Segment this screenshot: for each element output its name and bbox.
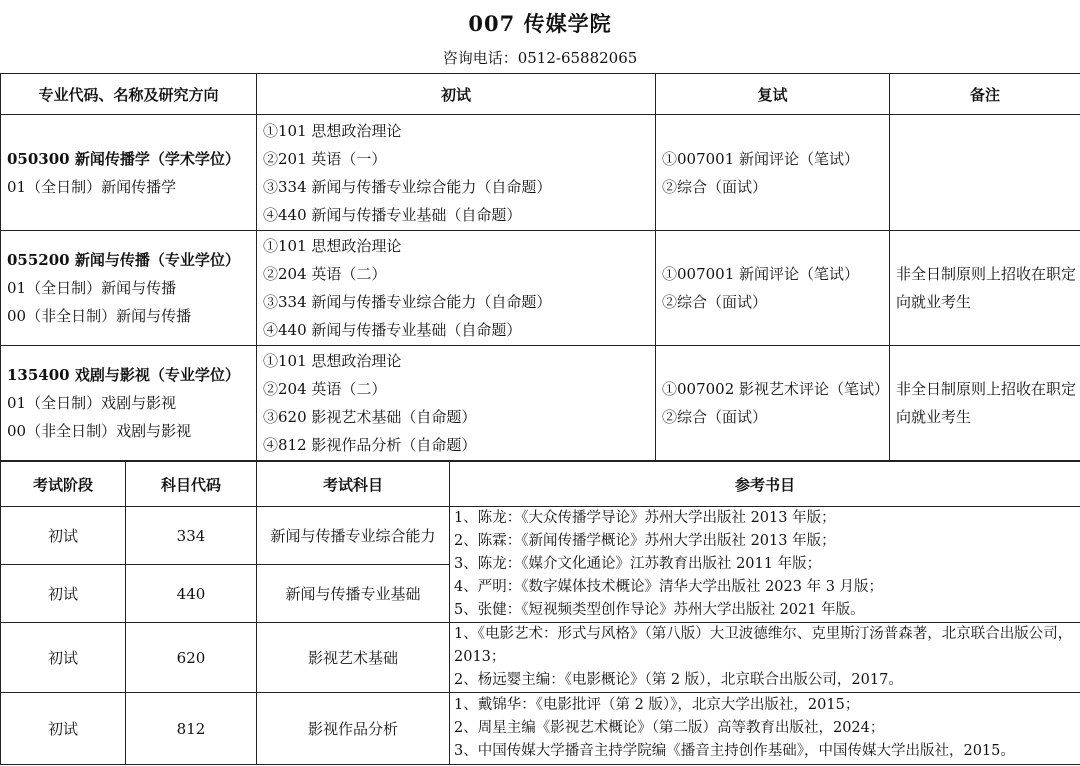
retest-subject: ①007001 新闻评论（笔试） <box>662 265 860 283</box>
initial-exam-cell <box>257 346 656 461</box>
header-program: 专业代码、名称及研究方向 <box>1 74 257 115</box>
header-books: 参考书目 <box>450 462 1080 507</box>
code-cell: 440 <box>126 565 257 623</box>
reference-item: 3、陈龙：《媒介文化通论》江苏教育出版社 2011 年版； <box>454 556 822 572</box>
reference-list <box>450 693 1080 765</box>
reference-item: 1、《电影艺术：形式与风格》（第八版）大卫波德维尔、克里斯汀汤普森著，北京联合出版公司，2013； <box>454 626 1073 665</box>
retest-subject: ①007002 影视艺术评论（笔试） <box>662 380 890 398</box>
program-cell <box>1 115 257 231</box>
reference-item: 5、张健：《短视频类型创作导论》苏州大学出版社 2021 年版。 <box>454 602 865 618</box>
retest-subject: ②综合（面试） <box>662 408 768 426</box>
initial-subject: ③334 新闻与传播专业综合能力（自命题） <box>263 293 552 311</box>
stage-cell: 初试 <box>1 507 126 565</box>
initial-subject: ①101 思想政治理论 <box>263 352 402 370</box>
program-direction: 00（非全日制）戏剧与影视 <box>7 422 192 440</box>
note-cell: 非全日制原则上招收在职定向就业考生 <box>890 231 1080 346</box>
program-direction: 00（非全日制）新闻与传播 <box>7 307 192 325</box>
subject-cell: 新闻与传播专业基础 <box>257 565 450 623</box>
header-stage: 考试阶段 <box>1 462 126 507</box>
programs-header-row <box>1 74 1080 115</box>
header-subject: 考试科目 <box>257 462 450 507</box>
initial-subject: ②204 英语（二） <box>263 380 387 398</box>
initial-subject: ②204 英语（二） <box>263 265 387 283</box>
book-row <box>1 507 1080 565</box>
initial-subject: ①101 思想政治理论 <box>263 121 402 140</box>
book-row <box>1 623 1080 693</box>
program-direction: 01（全日制）新闻与传播 <box>7 279 177 297</box>
header-retest: 复试 <box>656 74 890 115</box>
initial-subject: ④812 影视作品分析（自命题） <box>263 436 477 454</box>
retest-subject: ①007001 新闻评论（笔试） <box>662 149 860 168</box>
stage-cell: 初试 <box>1 693 126 765</box>
retest-subject: ②综合（面试） <box>662 293 768 311</box>
initial-exam-cell <box>257 115 656 231</box>
header-initial: 初试 <box>257 74 656 115</box>
retest-cell <box>656 231 890 346</box>
reference-item: 4、严明：《数字媒体技术概论》清华大学出版社 2023 年 3 月版； <box>454 579 884 595</box>
retest-cell <box>656 346 890 461</box>
program-row <box>1 231 1080 346</box>
programs-table <box>0 73 1080 461</box>
program-direction: 01（全日制）戏剧与影视 <box>7 394 177 412</box>
reference-item: 3、中国传媒大学播音主持学院编《播音主持创作基础》，中国传媒大学出版社，2015。 <box>454 743 1015 759</box>
program-direction: 01（全日制）新闻传播学 <box>7 177 177 196</box>
initial-subject: ①101 思想政治理论 <box>263 237 402 255</box>
header-note: 备注 <box>890 74 1080 115</box>
books-header-row <box>1 462 1080 507</box>
program-name: 055200 新闻与传播（专业学位） <box>7 251 240 269</box>
subject-cell: 影视作品分析 <box>257 693 450 765</box>
reference-list <box>450 507 1080 623</box>
program-cell <box>1 346 257 461</box>
retest-cell <box>656 115 890 231</box>
reference-item: 2、陈霖：《新闻传播学概论》苏州大学出版社 2013 年版； <box>454 533 836 549</box>
initial-subject: ④440 新闻与传播专业基础（自命题） <box>263 205 522 224</box>
reference-books-table <box>0 461 1080 765</box>
program-row <box>1 346 1080 461</box>
reference-item: 2、周星主编《影视艺术概论》（第二版）高等教育出版社，2024； <box>454 720 885 736</box>
reference-item: 1、陈龙：《大众传播学导论》苏州大学出版社 2013 年版； <box>454 510 836 526</box>
header-code: 科目代码 <box>126 462 257 507</box>
page-title: 007 传媒学院 <box>468 11 612 36</box>
initial-exam-cell <box>257 231 656 346</box>
note-cell <box>890 115 1080 231</box>
reference-item: 1、戴锦华：《电影批评（第 2 版）》，北京大学出版社，2015； <box>454 697 860 713</box>
initial-subject: ③334 新闻与传播专业综合能力（自命题） <box>263 177 552 196</box>
retest-subject: ②综合（面试） <box>662 177 768 196</box>
code-cell: 620 <box>126 623 257 693</box>
initial-subject: ④440 新闻与传播专业基础（自命题） <box>263 321 522 339</box>
program-name: 135400 戏剧与影视（专业学位） <box>7 366 240 384</box>
stage-cell: 初试 <box>1 565 126 623</box>
code-cell: 334 <box>126 507 257 565</box>
program-cell <box>1 231 257 346</box>
initial-subject: ②201 英语（一） <box>263 149 387 168</box>
subject-cell: 影视艺术基础 <box>257 623 450 693</box>
reference-item: 2、杨远婴主编：《电影概论》（第 2 版），北京联合出版公司，2017。 <box>454 672 903 688</box>
code-cell: 812 <box>126 693 257 765</box>
stage-cell: 初试 <box>1 623 126 693</box>
book-row <box>1 693 1080 765</box>
initial-subject: ③620 影视艺术基础（自命题） <box>263 408 477 426</box>
reference-list <box>450 623 1080 693</box>
note-cell: 非全日制原则上招收在职定向就业考生 <box>890 346 1080 461</box>
program-row <box>1 115 1080 231</box>
program-name: 050300 新闻传播学（学术学位） <box>7 149 240 168</box>
subject-cell: 新闻与传播专业综合能力 <box>257 507 450 565</box>
contact-phone: 咨询电话：0512-65882065 <box>442 49 638 67</box>
